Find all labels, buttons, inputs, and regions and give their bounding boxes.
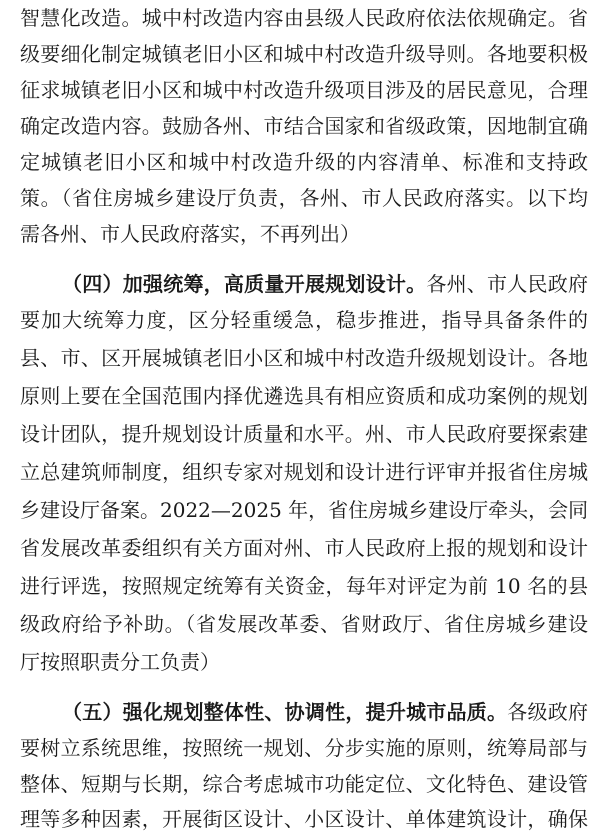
body-line: 进行评选，按照规定统筹有关资金，每年对评定为前 10 名的县 bbox=[20, 574, 588, 598]
body-line: 县、市、区开展城镇老旧小区和城中村改造升级规划设计。各地 bbox=[20, 346, 588, 370]
body-line: 理等多种因素，开展街区设计、小区设计、单体建筑设计，确保 bbox=[20, 807, 588, 831]
body-line: 立总建筑师制度，组织专家对规划和设计进行评审并报省住房城 bbox=[20, 460, 588, 484]
body-line: 需各州、市人民政府落实，不再列出） bbox=[20, 222, 360, 246]
body-line: 原则上要在全国范围内择优遴选具有相应资质和成功案例的规划 bbox=[20, 384, 588, 408]
body-line: 级要细化制定城镇老旧小区和城中村改造升级导则。各地要积极 bbox=[20, 42, 588, 66]
body-line: 整体、短期与长期，综合考虑城市功能定位、文化特色、建设管 bbox=[20, 772, 588, 796]
section-5-heading: （五）强化规划整体性、协调性，提升城市品质。 bbox=[62, 700, 508, 724]
body-line: 确定改造内容。鼓励各州、市结合国家和省级政策，因地制宜确 bbox=[20, 114, 588, 138]
section-5-text: 各级政府 bbox=[507, 700, 589, 724]
section-4-heading: （四）加强统筹，高质量开展规划设计。 bbox=[62, 272, 427, 296]
body-line: 定城镇老旧小区和城中村改造升级的内容清单、标准和支持政 bbox=[20, 150, 588, 174]
body-line: 设计团队，提升规划设计质量和水平。州、市人民政府要探索建 bbox=[20, 422, 588, 446]
body-line: 级政府给予补助。（省发展改革委、省财政厅、省住房城乡建设 bbox=[20, 612, 588, 636]
body-line: 征求城镇老旧小区和城中村改造升级项目涉及的居民意见，合理 bbox=[20, 78, 588, 102]
section-5-first-line bbox=[62, 694, 588, 730]
body-line: 智慧化改造。城中村改造内容由县级人民政府依法依规确定。省 bbox=[20, 6, 588, 30]
section-4-text: 各州、市人民政府 bbox=[426, 272, 589, 296]
body-line: 策。（省住房城乡建设厅负责，各州、市人民政府落实。以下均 bbox=[20, 186, 588, 210]
body-line: 要加大统筹力度，区分轻重缓急，稳步推进，指导具备条件的 bbox=[20, 308, 588, 332]
section-4-first-line bbox=[62, 266, 588, 302]
body-line: 厅按照职责分工负责） bbox=[20, 650, 220, 674]
body-line: 省发展改革委组织有关方面对州、市人民政府上报的规划和设计 bbox=[20, 536, 588, 560]
body-line: 要树立系统思维，按照统一规划、分步实施的原则，统筹局部与 bbox=[20, 736, 588, 760]
body-line: 乡建设厅备案。2022—2025 年，省住房城乡建设厅牵头，会同 bbox=[20, 498, 589, 522]
